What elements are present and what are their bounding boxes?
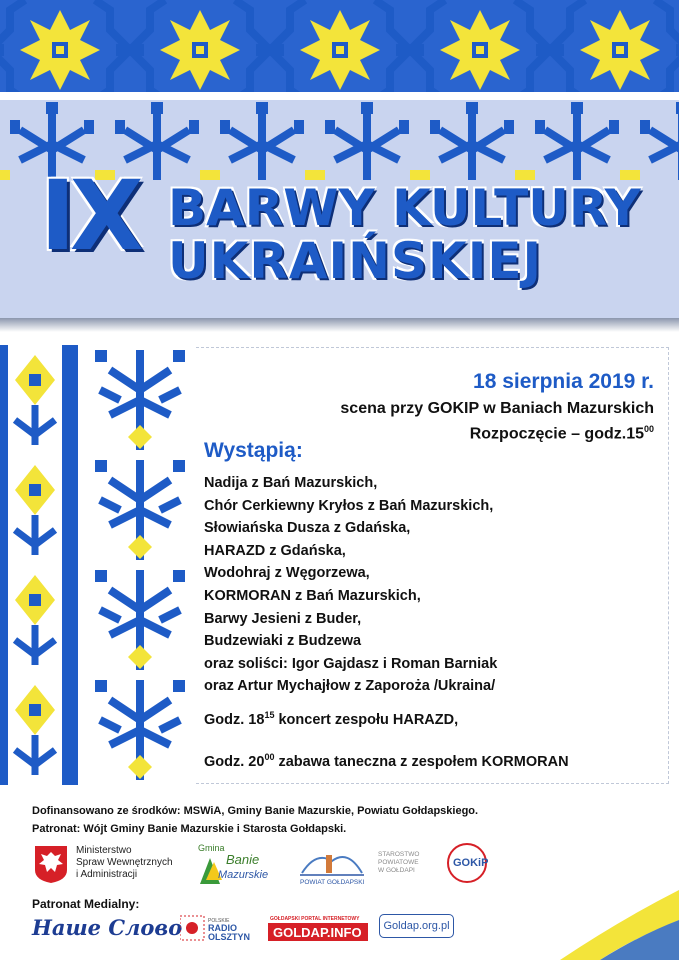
list-item: Nadija z Bań Mazurskich, xyxy=(204,475,378,491)
powiat-label: POWIAT GOŁDAPSKI xyxy=(300,879,365,886)
gmina-name-1: Banie xyxy=(226,852,260,867)
gokip-logo xyxy=(446,842,488,884)
goldap-org-logo: Goldap.org.pl xyxy=(379,914,454,938)
list-item: oraz Artur Mychajłow z Zaporoża /Ukraina/ xyxy=(204,678,496,695)
radio-olsztyn-logo xyxy=(180,914,262,942)
ukraine-flag-ribbon xyxy=(560,880,679,960)
patronage-note: Patronat: Wójt Gminy Banie Mazurskie i Starosta Gołdapski. xyxy=(32,823,347,835)
event-start-text: Rozpoczęcie – godz.15 xyxy=(469,425,644,443)
title-line-1: BARWY KULTURY xyxy=(168,179,641,237)
starostwo-logo: STAROSTWO POWIATOWE W GOŁDAPI xyxy=(378,851,420,874)
gmina-label: Gmina xyxy=(198,843,225,853)
concert-minutes: 15 xyxy=(264,710,275,720)
powiat-goldapski-logo xyxy=(296,843,368,887)
list-item: KORMORAN z Bań Mazurskich, xyxy=(204,587,421,604)
title-line-2: UKRAIŃSKIEJ xyxy=(168,232,543,290)
gmina-name-2: Mazurskie xyxy=(218,869,269,881)
dance-text: zabawa taneczna z zespołem KORMORAN xyxy=(274,753,569,770)
event-start-minutes: 00 xyxy=(643,424,654,434)
ministry-logo-text: Ministerstwo Spraw Wewnętrznych i Administracji xyxy=(76,845,173,880)
concert-text: koncert zespołu HARAZD, xyxy=(274,711,459,728)
gokip-label: GOKiP xyxy=(453,857,488,869)
nashe-slovo-logo: Наше Слово xyxy=(32,915,183,940)
list-item: Barwy Jesieni z Buder, xyxy=(204,610,362,627)
edition-numeral: IX xyxy=(40,160,138,272)
list-item: Słowiańska Dusza z Gdańska, xyxy=(204,520,411,537)
goldap-info-logo xyxy=(268,914,368,942)
performers-list xyxy=(204,472,497,698)
performers-heading: Wystąpią: xyxy=(204,439,303,462)
radio-top-label: POLSKIE xyxy=(208,918,230,924)
list-item: HARAZD z Gdańska, xyxy=(204,542,346,559)
event-start-time xyxy=(470,424,654,443)
list-item: Budzewiaki z Budzewa xyxy=(204,633,362,650)
gmina-banie-mazurskie-logo xyxy=(196,840,276,886)
radio-name-1: RADIO xyxy=(208,923,237,933)
concert-schedule-line xyxy=(204,710,458,728)
event-date: 18 sierpnia 2019 r. xyxy=(473,370,654,393)
media-patronage-label: Patronat Medialny: xyxy=(32,897,140,911)
dance-minutes: 00 xyxy=(264,752,275,762)
list-item: Wodohraj z Węgorzewa, xyxy=(204,565,370,582)
embroidery-pattern-side xyxy=(0,345,195,785)
concert-time: Godz. 18 xyxy=(204,711,265,728)
funding-note: Dofinansowano ze środków: MSWiA, Gminy Banie Mazurskie, Powiatu Gołdapskiego. xyxy=(32,805,479,817)
event-venue: scena przy GOKIP w Baniach Mazurskich xyxy=(340,400,654,417)
header-shadow xyxy=(0,318,679,332)
list-item: oraz soliści: Igor Gajdasz i Roman Barniak xyxy=(204,655,498,672)
dance-time: Godz. 20 xyxy=(204,753,265,770)
goldap-portal-label: GOŁDAPSKI PORTAL INTERNETOWY xyxy=(270,916,360,922)
polish-eagle-emblem-icon xyxy=(33,844,69,884)
radio-name-2: OLSZTYN xyxy=(208,932,250,942)
dance-schedule-line xyxy=(204,752,569,770)
list-item: Chór Cerkiewny Kryłos z Bań Mazurskich, xyxy=(204,497,494,514)
goldap-info-label: GOLDAP.INFO xyxy=(273,925,362,940)
